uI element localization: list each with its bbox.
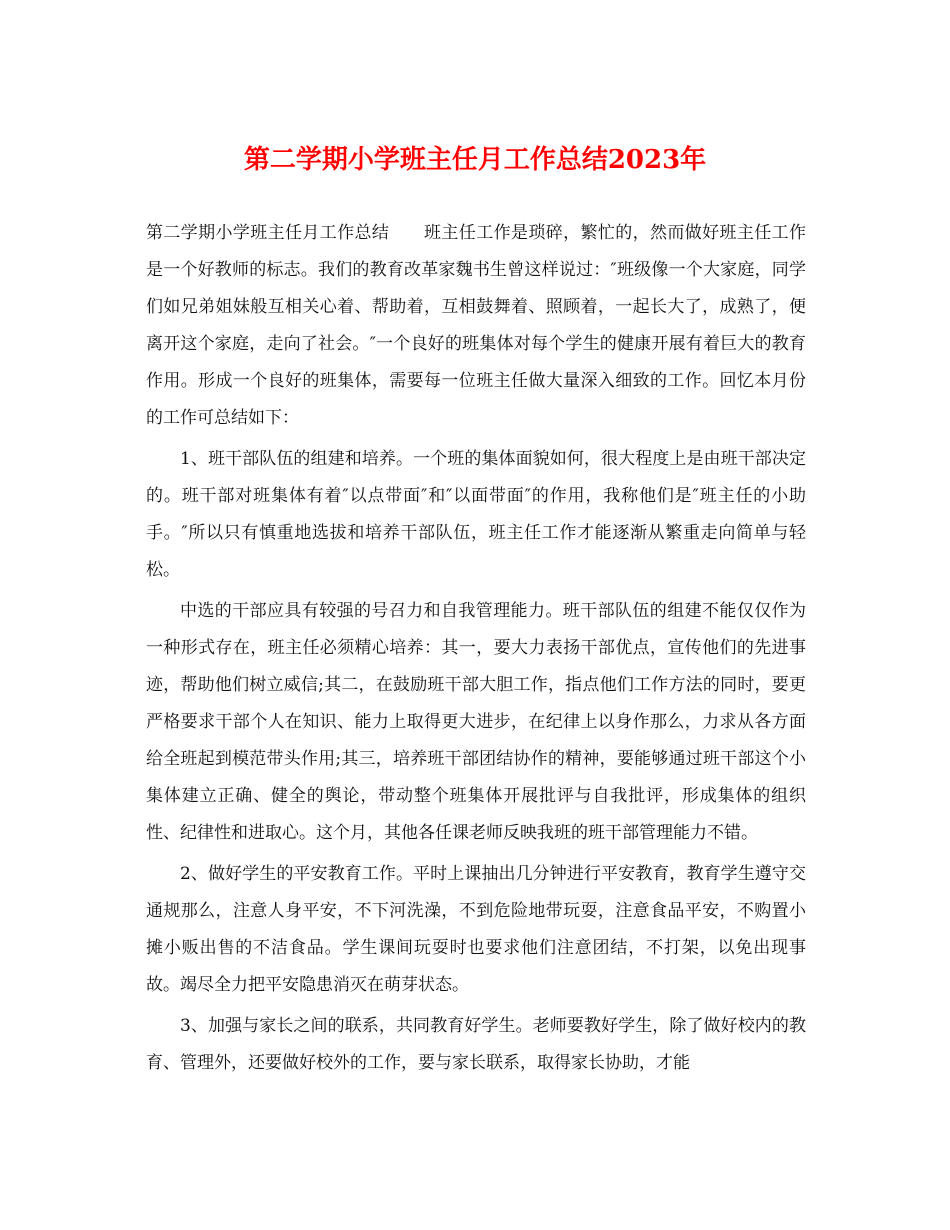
- paragraph-intro: 第二学期小学班主任月工作总结 班主任工作是琐碎，繁忙的，然而做好班主任工作是一个好教师的标志。我们的教育改革家魏书生曾这样说过：″班级像一个大家庭，同学们如兄弟姐妹般互相关心着、帮助着，互相鼓舞着、照顾着，一起长大了，成熟了，便离开这个家庭，走向了社会。″一个良好的班集体对每个学生的健康开展有着巨大的教育作用。形成一个良好的班集体，需要每一位班主任做大量深入细致的工作。回忆本月份的工作可总结如下：: [146, 223, 806, 428]
- paragraph-3: 2、做好学生的平安教育工作。平时上课抽出几分钟进行平安教育，教育学生遵守交通规那么，注意人身平安，不下河洗澡，不到危险地带玩耍，注意食品平安，不购置小摊小贩出售的不洁食品。学生课间玩耍时也要求他们注意团结，不打架，以免出现事故。竭尽全力把平安隐患消灭在萌芽状态。: [146, 864, 806, 995]
- document-title: 第二学期小学班主任月工作总结2023年: [243, 145, 707, 175]
- paragraph-1: 1、班干部队伍的组建和培养。一个班的集体面貌如何，很大程度上是由班干部决定的。班干部对班集体有着″以点带面″和″以面带面″的作用，我称他们是″班主任的小助手。″所以只有慎重地选拔和培养干部队伍，班主任工作才能逐渐从繁重走向简单与轻松。: [146, 449, 806, 580]
- paragraph-4: 3、加强与家长之间的联系，共同教育好学生。老师要教好学生，除了做好校内的教育、管理外，还要做好校外的工作，要与家长联系，取得家长协助，才能: [146, 1016, 806, 1073]
- paragraph-2: 中选的干部应具有较强的号召力和自我管理能力。班干部队伍的组建不能仅仅作为一种形式存在，班主任必须精心培养：其一，要大力表扬干部优点，宣传他们的先进事迹，帮助他们树立威信;其二，在鼓励班干部大胆工作，指点他们工作方法的同时，要更严格要求干部个人在知识、能力上取得更大进步，在纪律上以身作那么，力求从各方面给全班起到模范带头作用;其三，培养班干部团结协作的精神，要能够通过班干部这个小集体建立正确、健全的舆论，带动整个班集体开展批评与自我批评，形成集体的组织性、纪律性和进取心。这个月，其他各任课老师反映我班的班干部管理能力不错。: [146, 601, 806, 843]
- document-body: [146, 215, 806, 1082]
